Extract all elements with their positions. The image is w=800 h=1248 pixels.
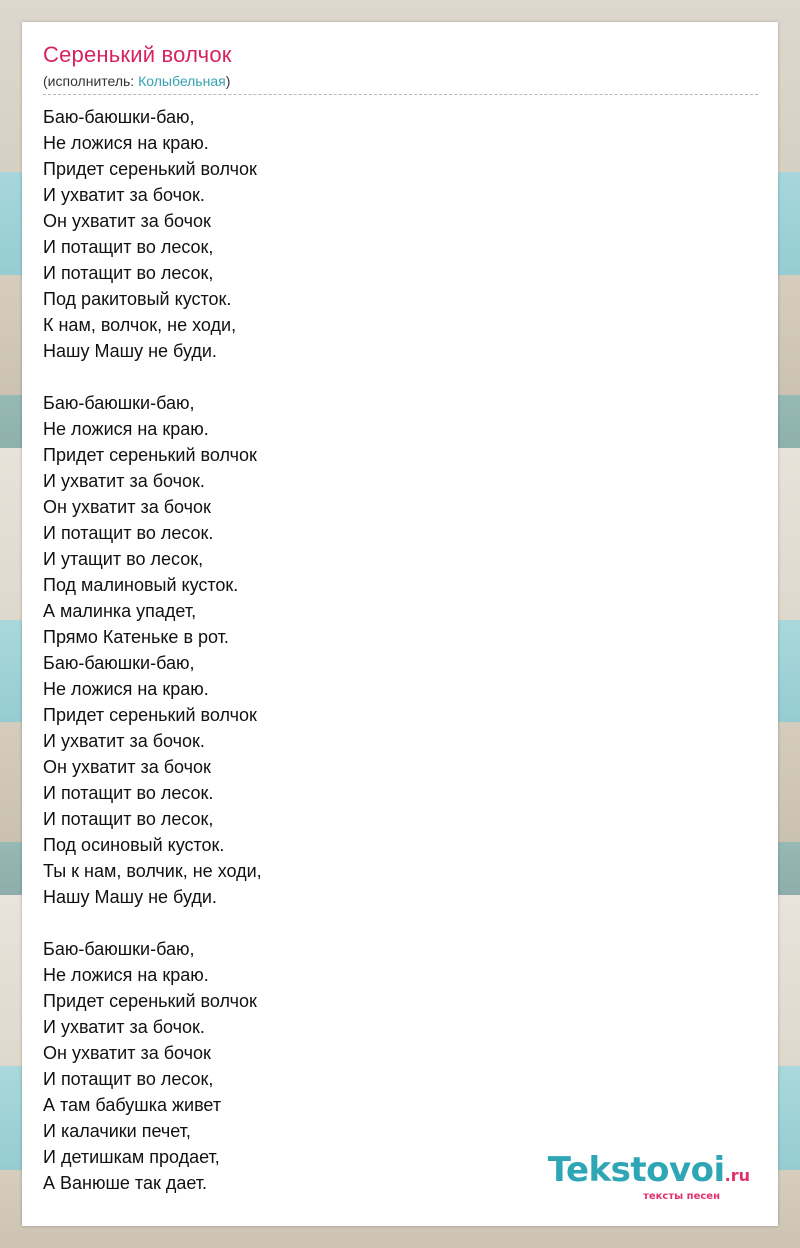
- logo-domain: .ru: [724, 1166, 750, 1185]
- lyric-line: И потащит во лесок.: [43, 783, 214, 803]
- lyric-line: Он ухватит за бочок: [43, 757, 211, 777]
- song-title: Серенький волчок: [43, 42, 232, 67]
- site-logo[interactable]: [547, 1150, 750, 1202]
- lyric-line: А Ванюше так дает.: [43, 1173, 208, 1193]
- logo-wordmark: [547, 1150, 750, 1193]
- lyric-line: Не ложися на краю.: [43, 679, 209, 699]
- lyric-line: И ухватит за бочок.: [43, 731, 205, 751]
- lyric-line: Ты к нам, волчик, не ходи,: [43, 861, 262, 881]
- lyric-line: И детишкам продает,: [43, 1147, 220, 1167]
- lyric-line: Он ухватит за бочок: [43, 211, 211, 231]
- lyric-line: Нашу Машу не буди.: [43, 341, 217, 361]
- lyric-line: И потащит во лесок.: [43, 523, 214, 543]
- lyric-line: И утащит во лесок,: [43, 549, 204, 569]
- lyric-line: Баю-баюшки-баю,: [43, 393, 195, 413]
- lyric-line: Под ракитовый кусток.: [43, 289, 232, 309]
- lyric-line: Придет серенький волчок: [43, 991, 257, 1011]
- artist-suffix: ): [225, 73, 231, 89]
- lyric-line: Не ложися на краю.: [43, 965, 209, 985]
- lyric-line: Под малиновый кусток.: [43, 575, 239, 595]
- lyric-line: Нашу Машу не буди.: [43, 887, 217, 907]
- lyric-line: И потащит во лесок,: [43, 263, 214, 283]
- lyric-line: Баю-баюшки-баю,: [43, 939, 195, 959]
- lyric-line: И калачики печет,: [43, 1121, 191, 1141]
- artist-prefix: (исполнитель:: [43, 73, 139, 89]
- artist-link[interactable]: Колыбельная: [138, 73, 226, 89]
- lyric-line: Баю-баюшки-баю,: [43, 107, 195, 127]
- lyric-line: К нам, волчок, не ходи,: [43, 315, 237, 335]
- lyric-line: А там бабушка живет: [43, 1095, 222, 1115]
- lyric-line: Придет серенький волчок: [43, 159, 257, 179]
- lyrics-card: [22, 22, 778, 1226]
- logo-tagline: тексты песен: [643, 1191, 720, 1202]
- divider: [43, 94, 758, 95]
- lyric-line: И потащит во лесок,: [43, 237, 214, 257]
- logo-name: Tekstovoi: [547, 1150, 725, 1190]
- lyric-line: Придет серенький волчок: [43, 705, 257, 725]
- lyric-line: Он ухватит за бочок: [43, 497, 211, 517]
- stanza-gap: [43, 910, 758, 936]
- lyric-line: Придет серенький волчок: [43, 445, 257, 465]
- lyric-line: И ухватит за бочок.: [43, 1017, 205, 1037]
- lyric-line: И ухватит за бочок.: [43, 185, 205, 205]
- stanza-gap: [43, 364, 758, 390]
- lyric-line: Не ложися на краю.: [43, 133, 209, 153]
- stanza: [43, 390, 758, 910]
- lyric-line: И потащит во лесок,: [43, 1069, 214, 1089]
- lyric-line: Прямо Катеньке в рот.: [43, 627, 229, 647]
- artist-line: [43, 73, 230, 89]
- lyric-line: И потащит во лесок,: [43, 809, 214, 829]
- lyrics-body: [43, 104, 758, 1196]
- lyric-line: Не ложися на краю.: [43, 419, 209, 439]
- lyric-line: А малинка упадет,: [43, 601, 197, 621]
- lyric-line: Под осиновый кусток.: [43, 835, 225, 855]
- stanza: [43, 104, 758, 364]
- lyric-line: Баю-баюшки-баю,: [43, 653, 195, 673]
- lyric-line: Он ухватит за бочок: [43, 1043, 211, 1063]
- lyric-line: И ухватит за бочок.: [43, 471, 205, 491]
